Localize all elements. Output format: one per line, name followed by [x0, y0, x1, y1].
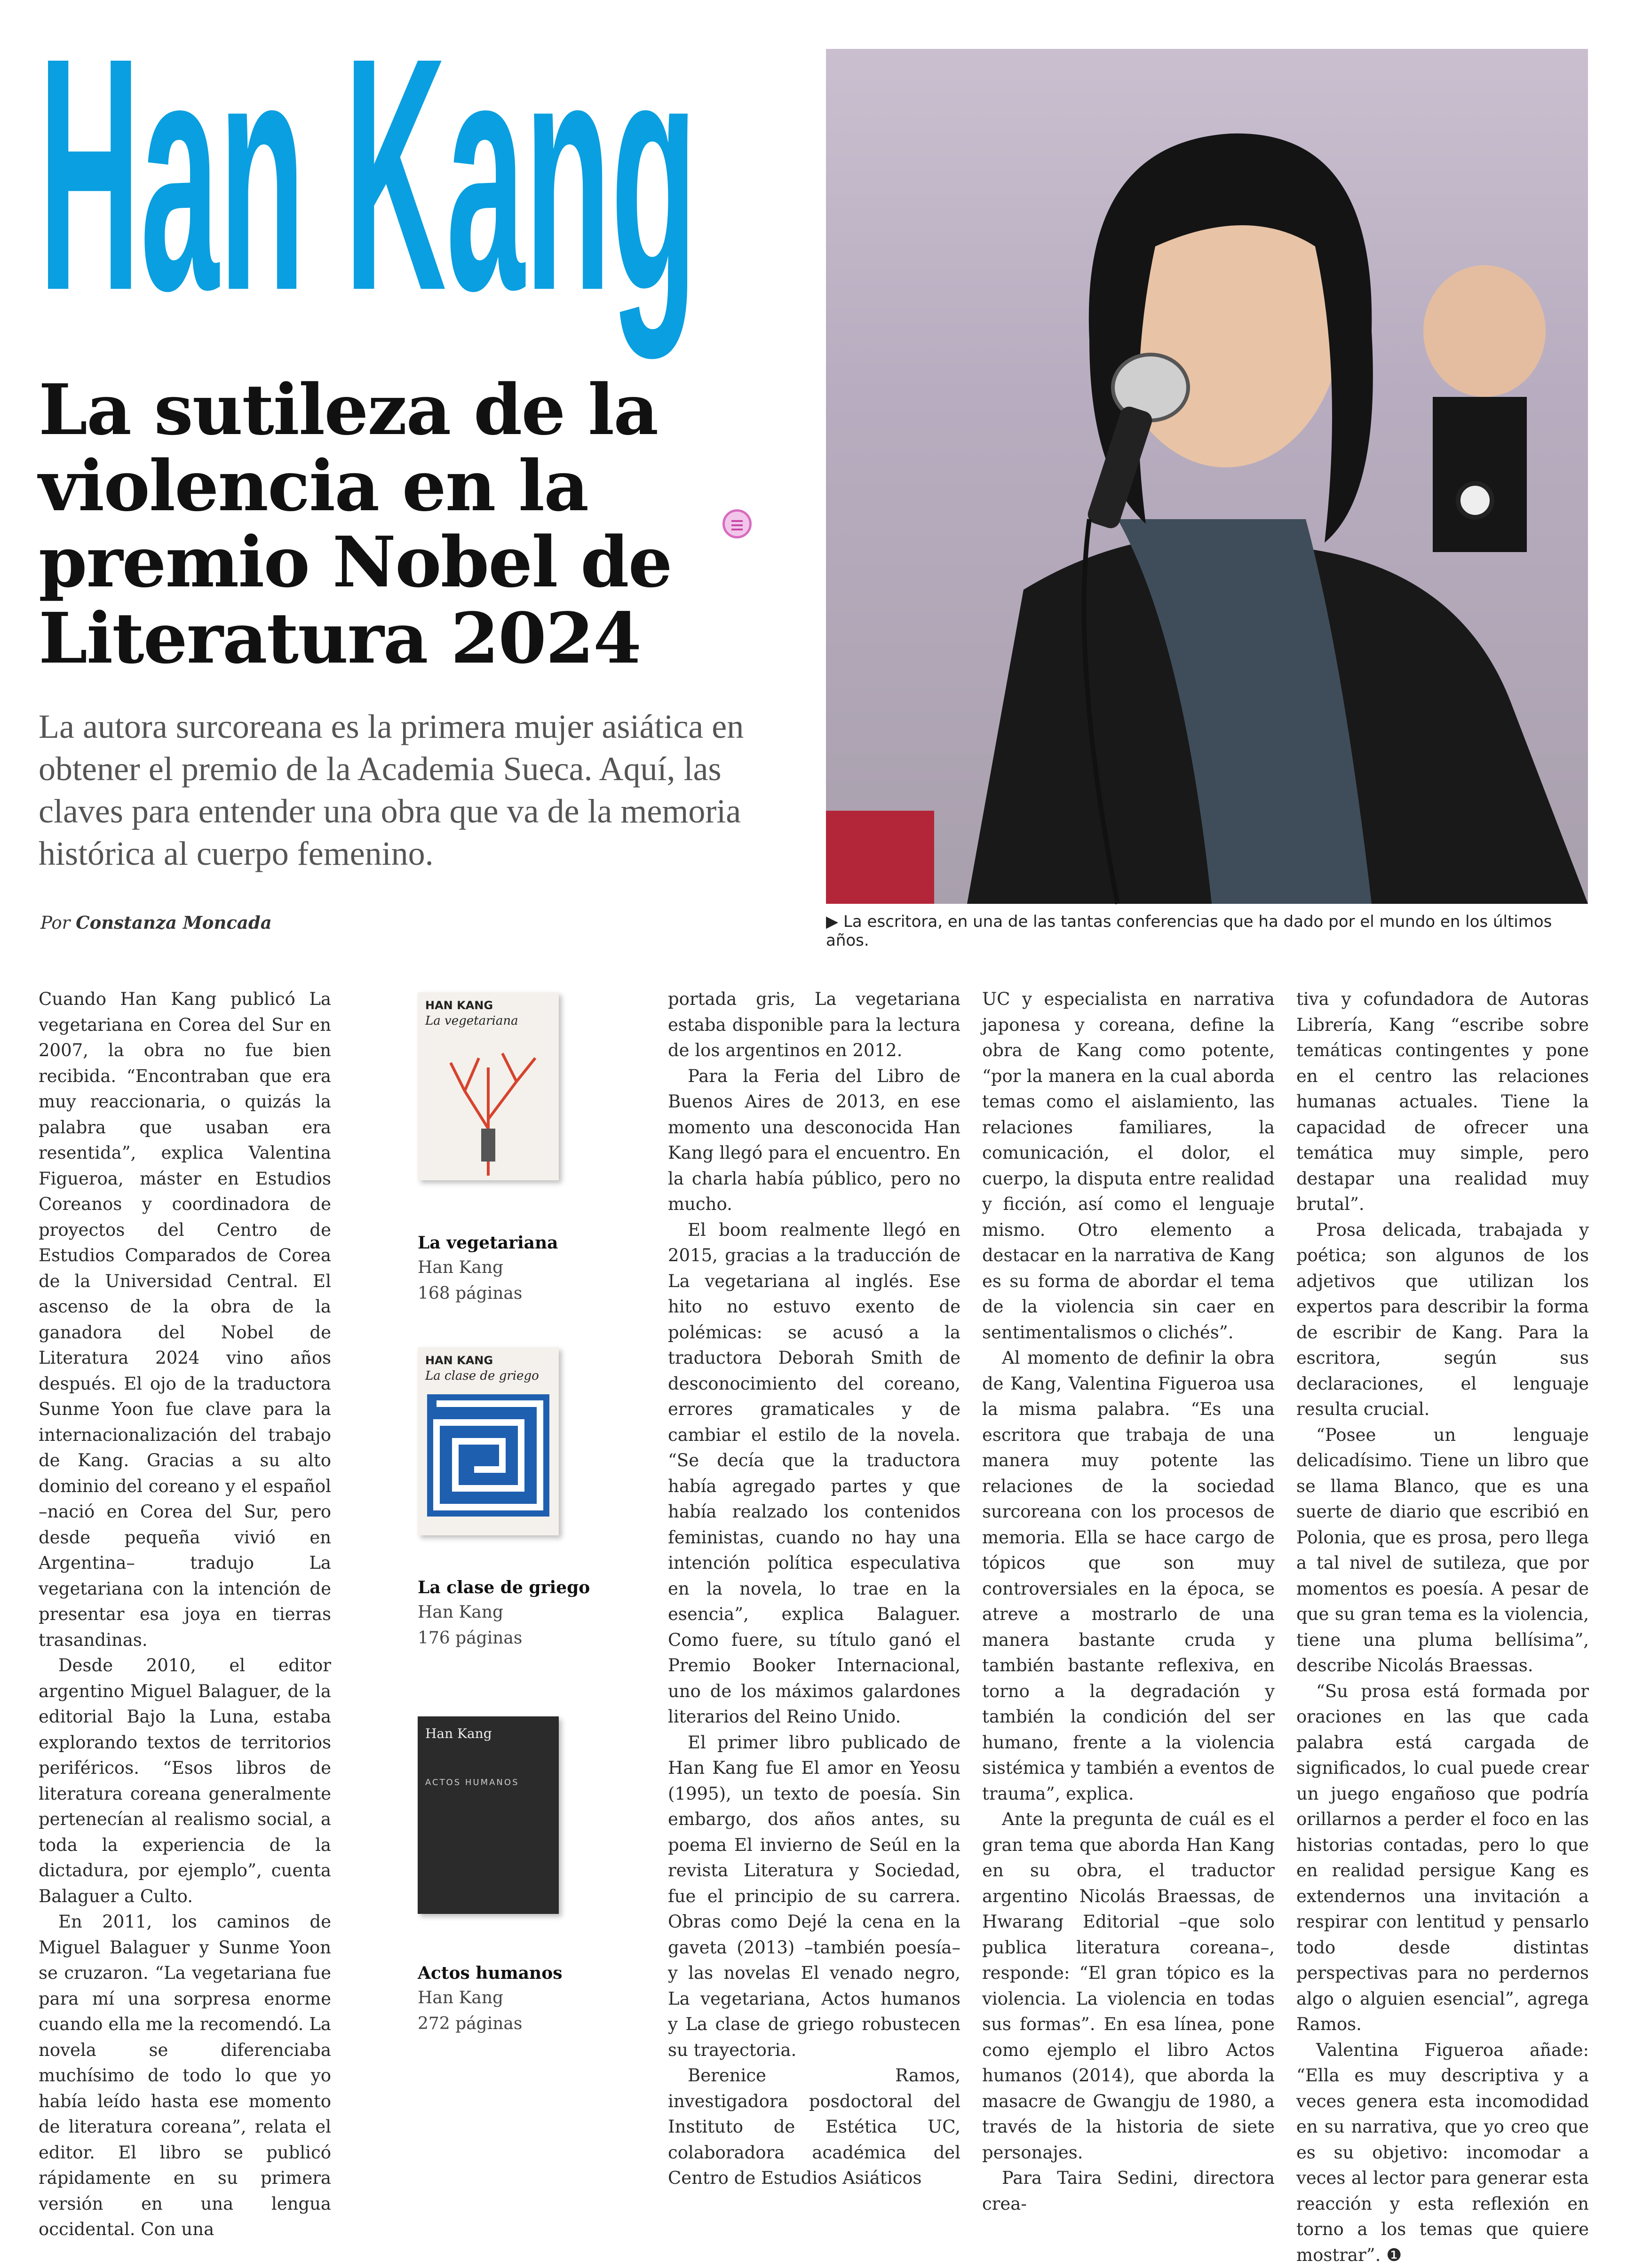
book-card — [418, 1716, 606, 2046]
cover-author: HAN KANG — [425, 1354, 493, 1367]
fist-shape — [1423, 265, 1546, 397]
headline-line-1: La sutileza de la — [39, 371, 838, 448]
kicker-title — [39, 18, 697, 352]
paragraph: Prosa delicada, trabajada y poética; son algunos de los adjetivos que utilizan los expertos para describir la forma de escribir de Kang. Para la escritora, según sus declaraciones, el lenguaje resulta crucial. — [1296, 1217, 1589, 1422]
paragraph: portada gris, La vegetariana estaba disponible para la lectura de los argentinos en 2012. — [668, 987, 960, 1064]
paragraph: “Su prosa está formada por oraciones en las que cada palabra está cargada de significados, lo cual puede crear un juego engañoso que podría orillarnos a perder el foco en las historias contadas, pero lo que en realidad persigue Kang es extendernos una invitación a respirar con lentitud y pensarlo todo desde distintas perspectivas para no perdernos algo o alguien esencial”, agrega Ramos. — [1296, 1679, 1589, 2038]
coral-illustration — [427, 1035, 549, 1176]
kicker-text — [39, 0, 697, 361]
byline — [40, 912, 464, 933]
book-card — [418, 992, 606, 1321]
book-author: Han Kang — [418, 1258, 503, 1277]
spiral-illustration — [427, 1394, 549, 1517]
byline-prefix: Por — [40, 913, 70, 933]
paragraph: Valentina Figueroa añade: “Ella es muy descriptiva y a veces genera esta incomodidad en su narrativa, que yo creo que es su objetivo: incomodar a veces al lector para generar esta reacción y esta reflexión en torno a los temas que quiere mostrar”. ❶ — [1296, 2038, 1589, 2268]
author-photo-illustration — [826, 49, 1588, 904]
headline-line-4: Literatura 2024 — [39, 600, 838, 676]
byline-author: Constanza Moncada — [76, 912, 272, 933]
photo-caption: ▶ La escritora, en una de las tantas conferencias que ha dado por el mundo en los últimos años. — [826, 912, 1597, 950]
book-pages: 168 páginas — [418, 1284, 522, 1303]
book-title: Actos humanos — [418, 1963, 563, 1983]
book-title: La clase de griego — [418, 1578, 590, 1597]
body-column-1 — [39, 987, 331, 2063]
book-author: Han Kang — [418, 1988, 503, 2007]
cover-author: HAN KANG — [425, 999, 493, 1012]
cover-title: La clase de griego — [425, 1369, 539, 1383]
paragraph: Cuando Han Kang publicó La vegetariana en Corea del Sur en 2007, la obra no fue bien recibida. “Encontraban que era muy reaccionaria, o quizás la palabra que usaban era resentida”, explica Valentina Figueroa, máster en Estudios Coreanos y coordinadora de proyectos del Centro de Estudios Comparados de Corea de la Universidad Central. El ascenso de la obra de la ganadora del Nobel de Literatura 2024 vino años después. El ojo de la traductora Sunme Yoon fue clave para la internacionalización del trabajo de Kang. Gracias a su alto dominio del coreano y el español –nació en Corea del Sur, pero desde pequeña vivió en Argentina– tradujo La vegetariana con la intención de presentar esa joya en tierras trasandinas. — [39, 987, 331, 1653]
book-author: Han Kang — [418, 1603, 503, 1622]
book-pages: 272 páginas — [418, 2014, 522, 2033]
book-cover — [418, 1716, 559, 1914]
wristwatch-shape — [1458, 483, 1492, 517]
paragraph: Para Taira Sedini, directora crea- — [982, 2165, 1275, 2217]
cover-title: ACTOS HUMANOS — [425, 1778, 519, 1787]
author-photo — [826, 49, 1588, 904]
lead-paragraph: La autora surcoreana es la primera mujer asiática en obtener el premio de la Academia Sueca. Aquí, las claves para entender una obra que va de la memoria histórica al cuerpo femenino. — [39, 705, 791, 875]
paragraph: El boom realmente llegó en 2015, gracias a la traducción de La vegetariana al inglés. Ese hito no estuvo exento de polémicas: se acusó a la traductora Deborah Smith de desconocimiento del coreano, errores gramaticales y de cambiar el estilo de la novela. “Se decía que la traductora había agregado partes y que había realzado los contenidos feministas, cuando no hay una intención política especulativa en la novela, lo trae en la esencia”, explica Balaguer. Como fuere, su título ganó el Premio Booker Internacional, uno de los máximos galardones literarios del Reino Unido. — [668, 1217, 960, 1730]
cover-author: Han Kang — [425, 1726, 492, 1741]
paragraph: Al momento de definir la obra de Kang, Valentina Figueroa usa la misma palabra. “Es una escritora que trabaja de una manera muy potente las relaciones de la sociedad surcoreana con los procesos de memoria. Ella se hace cargo de tópicos que son muy controversiales en la época, se atreve a mostrarlo de una manera bastante cruda y también bastante reflexiva, en torno a la degradación y también la condición del ser humano, frente a la violencia sistémica y también a eventos de trauma”, explica. — [982, 1345, 1275, 1807]
book-stack-shape — [826, 811, 934, 904]
book-title: La vegetariana — [418, 1233, 558, 1253]
headline-line-3: premio Nobel de — [39, 524, 838, 600]
paragraph: Desde 2010, el editor argentino Miguel Balaguer, de la editorial Bajo la Luna, estaba explorando textos de territorios periféricos. “Esos libros de literatura coreana generalmente pertenecían al realismo social, a toda la experiencia de la dictadura, por ejemplo”, cuenta Balaguer a Culto. — [39, 1653, 331, 1909]
headline — [39, 371, 838, 676]
book-cover — [418, 992, 559, 1180]
cover-title: La vegetariana — [425, 1014, 518, 1028]
paragraph: UC y especialista en narrativa japonesa y coreana, define la obra de Kang como potente, “por la manera en la cual aborda temas como el aislamiento, las relaciones familiares, la comunicación, el dolor, el cuerpo, la disputa entre realidad y ficción, así como el lenguaje mismo. Otro elemento a destacar en la narrativa de Kang es su forma de abordar el tema de la violencia sin caer en sentimentalismos o clichés”. — [982, 987, 1275, 1345]
body-column-4 — [1296, 987, 1589, 2063]
audio-article-icon[interactable] — [722, 509, 752, 538]
paragraph: En 2011, los caminos de Miguel Balaguer y Sunme Yoon se cruzaron. “La vegetariana fue para mí una sorpresa enorme cuando ella me la recomendó. La novela se diferenciaba muchísimo de todo lo que yo había leído hasta ese momento de literatura coreana”, relata el editor. El libro se publicó rápidamente en su primera versión en una lengua occidental. Con una — [39, 1909, 331, 2243]
paragraph: “Posee un lenguaje delicadísimo. Tiene un libro que se llama Blanco, que es una suerte de diario que escribió en Polonia, que es prosa, pero llega a tal nivel de sutileza, que por momentos es poesía. A pesar de que su gran tema es la violencia, tiene una pluma bellísima”, describe Nicolás Braessas. — [1296, 1422, 1589, 1679]
body-column-2 — [668, 987, 960, 2063]
book-pages: 176 páginas — [418, 1628, 522, 1648]
paragraph: tiva y cofundadora de Autoras Librería, Kang “escribe sobre temáticas contingentes y pone en el centro las relaciones humanas actuales. Tiene la capacidad de ofrecer una temática muy simple, pero destapar una realidad muy brutal”. — [1296, 987, 1589, 1217]
paragraph: Para la Feria del Libro de Buenos Aires de 2013, en ese momento una desconocida Han Kang llegó para el encuentro. En la charla había público, pero no mucho. — [668, 1064, 960, 1217]
body-column-3 — [982, 987, 1275, 2063]
book-card — [418, 1347, 606, 1676]
headline-line-2: violencia en la — [39, 448, 838, 524]
sleeve-shape — [1433, 397, 1527, 552]
paragraph: Berenice Ramos, investigadora posdoctoral del Instituto de Estética UC, colaboradora académica del Centro de Estudios Asiáticos — [668, 2063, 960, 2191]
paragraph: Ante la pregunta de cuál es el gran tema que aborda Han Kang en su obra, el traductor argentino Nicolás Braessas, de Hwarang Editorial –que solo publica literatura coreana–, responde: “El gran tópico es la violencia. La violencia en todas sus formas”. En esa línea, pone como ejemplo el libro Actos humanos (2014), que aborda la masacre de Gwangju de 1980, a través de la historia de siete personajes. — [982, 1807, 1275, 2165]
book-cover — [418, 1347, 559, 1535]
paragraph: El primer libro publicado de Han Kang fue El amor en Yeosu (1995), un texto de poesía. Sin embargo, dos años antes, su poema El invierno de Seúl en la revista Literatura y Sociedad, fue el principio de su carrera. Obras como Dejé la cena en la gaveta (2013) –también poesía– y las novelas El venado negro, La vegetariana, Actos humanos y La clase de griego robustecen su trayectoria. — [668, 1730, 960, 2063]
